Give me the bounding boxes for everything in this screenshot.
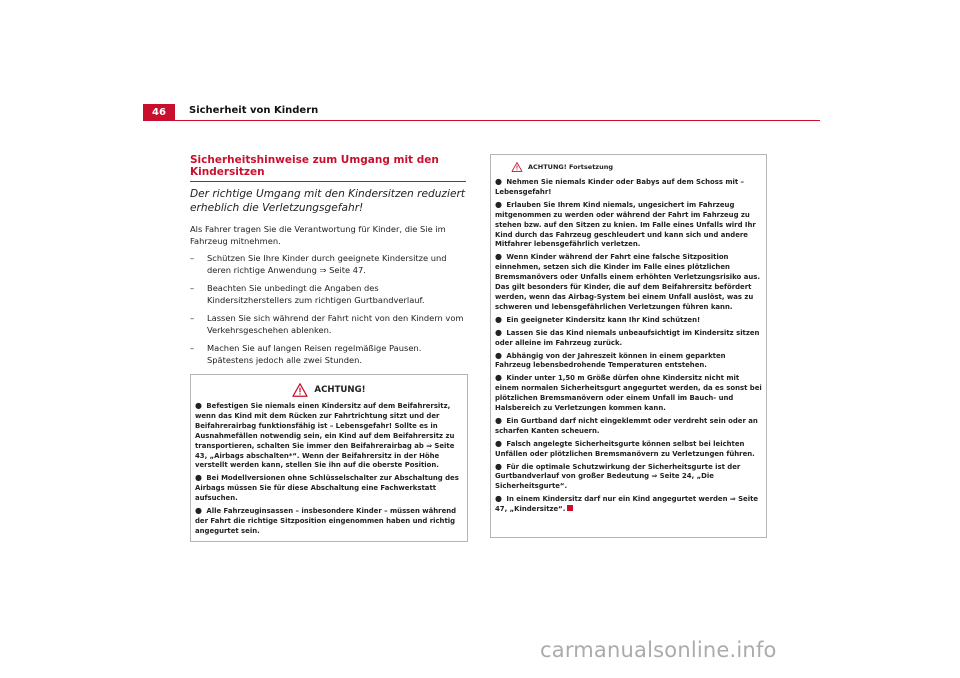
page-number: 46	[143, 104, 175, 121]
bullet-dot: ●	[495, 350, 502, 360]
warning-header	[191, 375, 467, 398]
bullet-dot: ●	[195, 473, 202, 483]
bullet-dot: ●	[495, 177, 502, 186]
dash-item: – Beachten Sie unbedingt die Angaben des Kindersitzherstellers zum richtigen Gurtbandverlauf.	[190, 283, 425, 305]
warning-item: ● Alle Fahrzeuginsassen – insbesondere Kinder – müssen während der Fahrt die richtige Sitzposition eingenommen haben und richtig angegurtet sein.	[195, 506, 457, 535]
warning-item: ● Abhängig von der Jahreszeit können in einem geparkten Fahrzeug lebensbedrohende Temperaturen entstehen.	[495, 350, 726, 370]
watermark: carmanualsonline.info	[540, 638, 777, 662]
dash-list	[190, 252, 466, 366]
bullet-dot: ●	[495, 199, 502, 209]
bullet-dot: ●	[495, 252, 502, 262]
warning-item: ● In einem Kindersitz darf nur ein Kind angegurtet werden ⇒ Seite 47, „Kindersitze“.	[495, 494, 759, 514]
bullet-dot: ●	[495, 461, 502, 471]
section-title: Sicherheitshinweise zum Umgang mit den Kindersitzen	[190, 154, 466, 182]
warning-continued-list	[491, 174, 766, 515]
warning-item: ● Falsch angelegte Sicherheitsgurte können selbst bei leichten Unfällen oder plötzlichen Bremsmanövern zu Verletzungen führen.	[495, 438, 755, 458]
warning-list	[191, 398, 467, 537]
warning-item: ● Ein geeigneter Kindersitz kann Ihr Kind schützen!	[495, 314, 701, 324]
page-header-title: Sicherheit von Kindern	[189, 105, 319, 116]
warning-title: ACHTUNG!	[314, 385, 366, 395]
end-square-icon	[567, 505, 573, 511]
intro-text: Als Fahrer tragen Sie die Verantwortung für Kinder, die Sie im Fahrzeug mitnehmen.	[190, 224, 446, 246]
warning-continued-title: ACHTUNG! Fortsetzung	[528, 163, 613, 171]
warning-box	[190, 374, 468, 542]
warning-triangle-icon	[292, 383, 308, 397]
bullet-dot: ●	[195, 401, 202, 410]
warning-item: ● Bei Modellversionen ohne Schlüsselschalter zur Abschaltung des Airbags müssen Sie für diese Abschaltung eine Fachwerkstatt aufsuchen.	[195, 473, 459, 503]
warning-continued-header	[491, 155, 766, 174]
bullet-dot: ●	[195, 506, 202, 516]
warning-item: ● Ein Gurtband darf nicht eingeklemmt oder verdreht sein oder an scharfen Kanten scheuern.	[495, 415, 758, 435]
warning-item: ● Erlauben Sie Ihrem Kind niemals, ungesichert im Fahrzeug mitgenommen zu werden oder während der Fahrt im Fahrzeug zu stehen bzw. auf den Sitzen zu knien. Im Falle eines Unfalls wird Ihr Kind durch das Fahrzeug geschleudert und kann sich und andere Mitfahrer lebensgefährlich verletzen.	[495, 199, 756, 249]
dash-item: – Machen Sie auf langen Reisen regelmäßige Pausen. Spätestens jedoch alle zwei Stunden.	[190, 343, 422, 365]
warning-item: ● Für die optimale Schutzwirkung der Sicherheitsgurte ist der Gurtbandverlauf von großer Bedeutung ⇒ Seite 24, „Die Sicherheitsgurte“.	[495, 461, 741, 491]
warning-item: ● Lassen Sie das Kind niemals unbeaufsichtigt im Kindersitz sitzen oder alleine im Fahrzeug zurück.	[495, 327, 760, 347]
warning-triangle-icon	[511, 162, 523, 172]
bullet-dot: ●	[495, 314, 502, 324]
left-column	[190, 154, 466, 372]
warning-continued-box	[490, 154, 767, 538]
dash-item: – Lassen Sie sich während der Fahrt nicht von den Kindern vom Verkehrsgeschehen ablenken.	[190, 313, 464, 335]
warning-item: ● Nehmen Sie niemals Kinder oder Babys auf dem Schoss mit – Lebensgefahr!	[495, 177, 745, 196]
bullet-dot: ●	[495, 373, 502, 383]
section-subtitle: Der richtige Umgang mit den Kindersitzen reduziert erheblich die Verletzungsgefahr!	[190, 188, 465, 214]
warning-item: ● Wenn Kinder während der Fahrt eine falsche Sitzposition einnehmen, setzen sich die Kinder im Falle eines plötzlichen Bremsmanövers oder Unfalls einem erhöhten Verletzungsrisiko aus. Das gilt besonders für Kinder, die auf dem Beifahrersitz befördert werden, wenn das Airbag-System bei einem Unfall auslöst, was zu schweren und lebensgefährlichen Verletzungen führen kann.	[495, 252, 760, 311]
bullet-dot: ●	[495, 327, 502, 337]
warning-item: ● Kinder unter 1,50 m Größe dürfen ohne Kindersitz nicht mit einem normalen Sicherheitsgurt angegurtet werden, da es sonst bei plötzlichen Bremsmanövern oder einem Unfall im Bauch- und Halsbereich zu Verletzungen kommen kann.	[495, 373, 762, 413]
dash-item: – Schützen Sie Ihre Kinder durch geeignete Kindersitze und deren richtige Anwendung ⇒ Seite 47.	[190, 253, 447, 275]
header-rule	[175, 120, 820, 121]
bullet-dot: ●	[495, 415, 502, 425]
warning-item: ● Befestigen Sie niemals einen Kindersitz auf dem Beifahrersitz, wenn das Kind mit dem Rücken zur Fahrtrichtung sitzt und der Beifahrerairbag funktionsfähig ist – Lebensgefahr! Sollte es in Ausnahmefällen notwendig sein, ein Kind auf dem Beifahrersitz zu transportieren, schalten Sie immer den Beifahrerairbag ab ⇒ Seite 43, „Airbags abschalten*“. Wenn der Beifahrersitz in der Höhe verstellt werden kann, stellen Sie ihn auf die oberste Position.	[195, 401, 455, 470]
bullet-dot: ●	[495, 438, 502, 448]
bullet-dot: ●	[495, 494, 502, 504]
